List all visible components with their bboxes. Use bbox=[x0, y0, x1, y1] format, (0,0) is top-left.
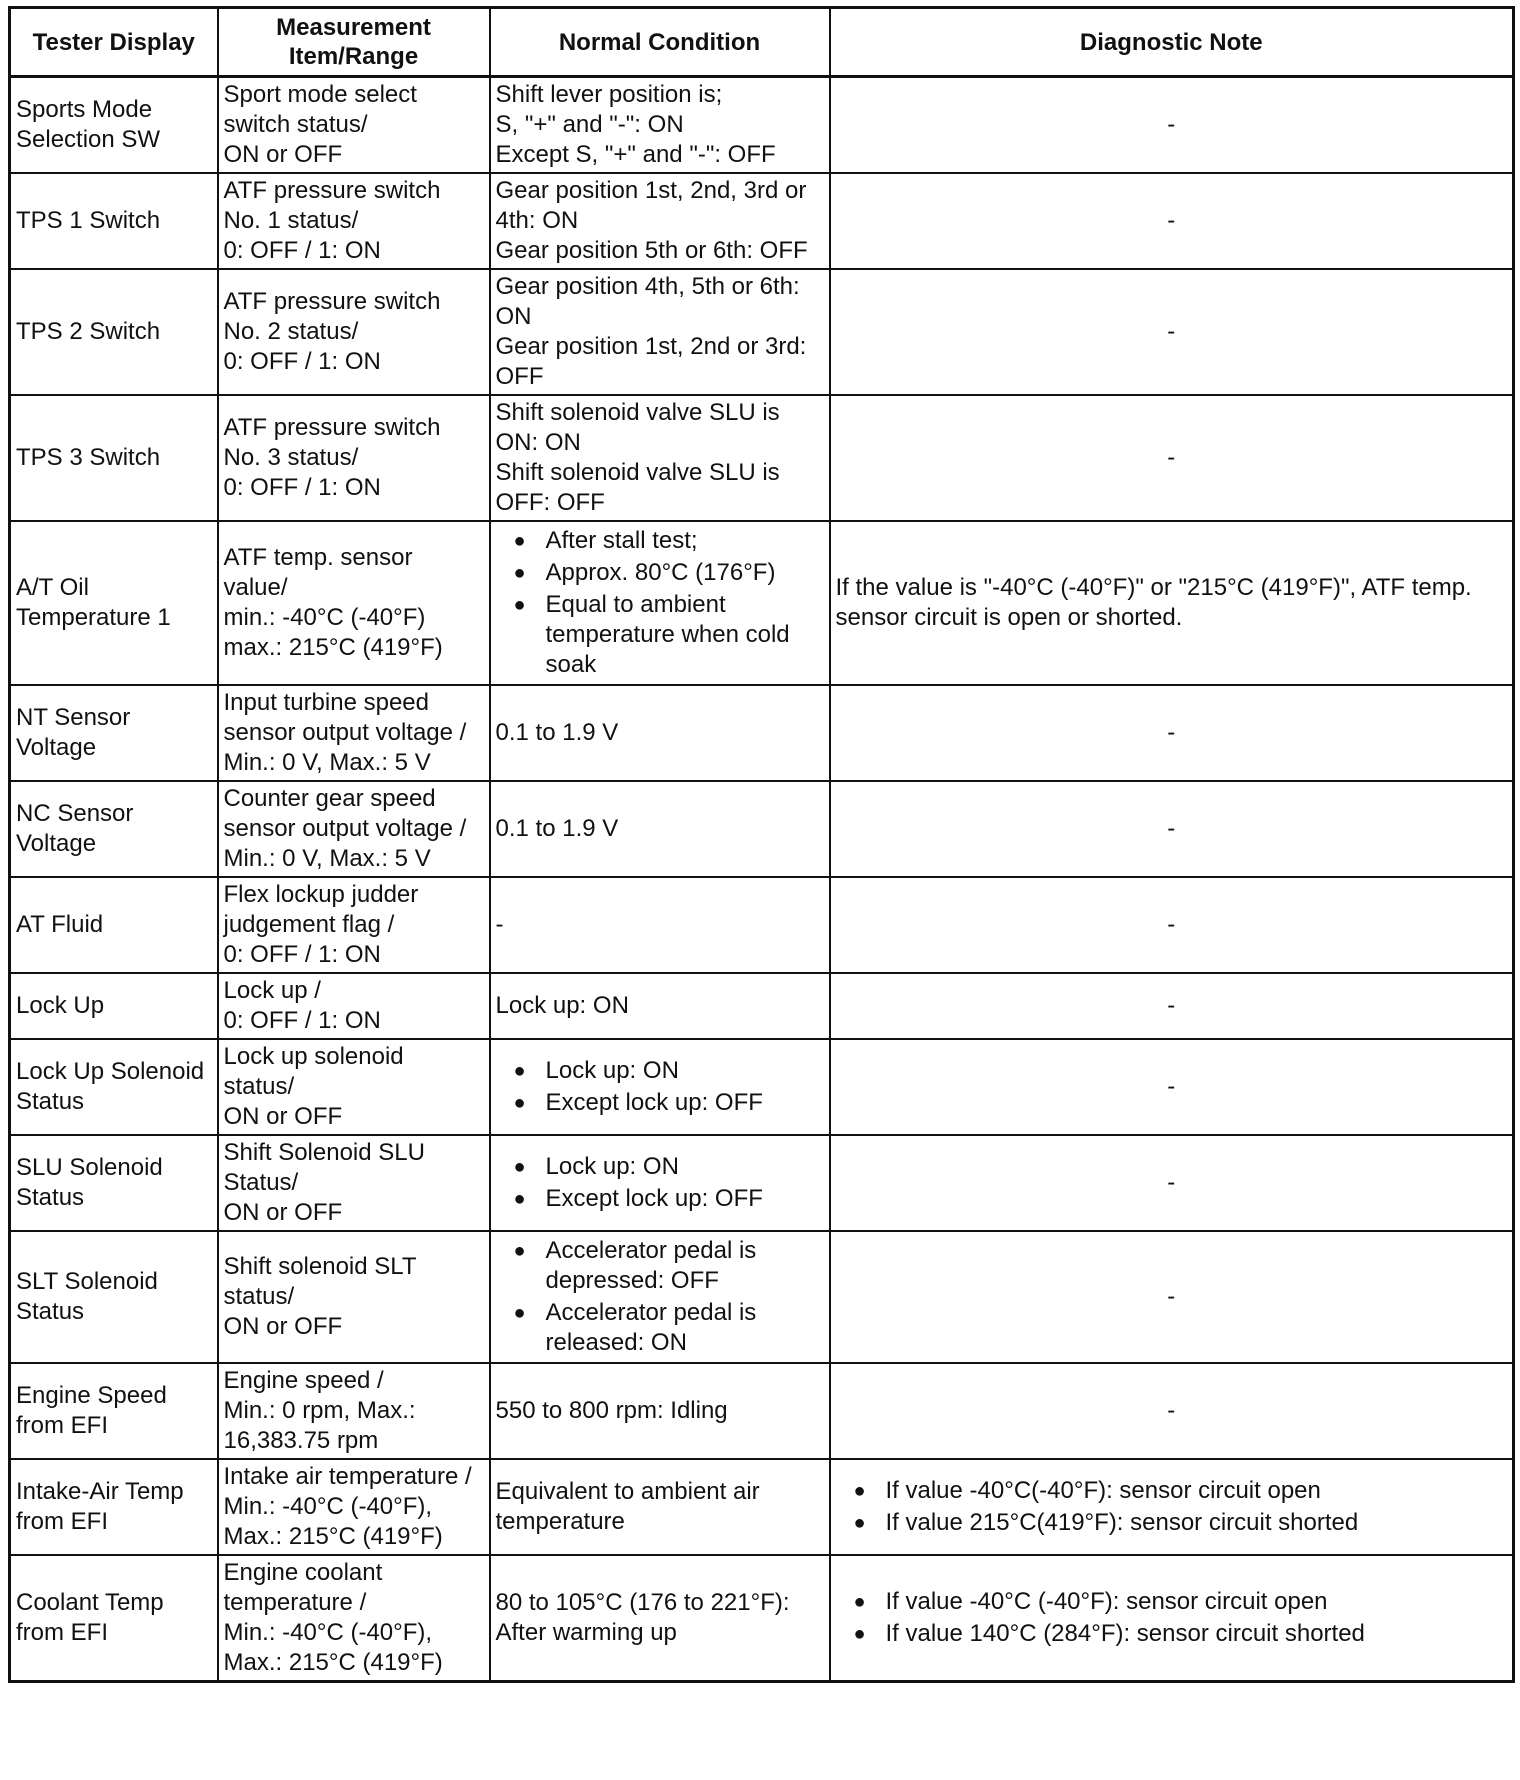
tester-display-cell: TPS 1 Switch bbox=[10, 173, 218, 269]
table-row bbox=[10, 269, 1514, 395]
normal-condition-list bbox=[496, 1152, 824, 1214]
diagnostic-note-cell: - bbox=[830, 77, 1514, 174]
tester-display-cell: TPS 3 Switch bbox=[10, 395, 218, 521]
header-normal-condition: Normal Condition bbox=[490, 8, 830, 77]
bullet-item: ● If value 140°C (284°F): sensor circuit shorted bbox=[836, 1619, 1508, 1649]
normal-condition-list bbox=[496, 526, 824, 680]
normal-condition-cell: Gear position 1st, 2nd, 3rd or 4th: ON Gear position 5th or 6th: OFF bbox=[490, 173, 830, 269]
table-row bbox=[10, 1363, 1514, 1459]
diagnostic-note-cell: If the value is "-40°C (-40°F)" or "215°C (419°F)", ATF temp. sensor circuit is open or shorted. bbox=[830, 521, 1514, 685]
normal-condition-cell bbox=[490, 1135, 830, 1231]
diagnostic-note-cell: - bbox=[830, 1231, 1514, 1363]
bullet-item: ● Lock up: ON bbox=[496, 1056, 824, 1086]
measurement-cell: Lock up / 0: OFF / 1: ON bbox=[218, 973, 490, 1039]
diagnostic-note-cell: - bbox=[830, 1135, 1514, 1231]
data-list-table bbox=[8, 6, 1515, 1683]
tester-display-cell: A/T Oil Temperature 1 bbox=[10, 521, 218, 685]
measurement-cell: Input turbine speed sensor output voltage / Min.: 0 V, Max.: 5 V bbox=[218, 685, 490, 781]
bullet-item: ● After stall test; bbox=[496, 526, 824, 556]
normal-condition-list bbox=[496, 1056, 824, 1118]
tester-display-cell: Engine Speed from EFI bbox=[10, 1363, 218, 1459]
measurement-cell: Intake air temperature / Min.: -40°C (-40°F), Max.: 215°C (419°F) bbox=[218, 1459, 490, 1555]
table-row bbox=[10, 1459, 1514, 1555]
header-tester-display: Tester Display bbox=[10, 8, 218, 77]
data-list-sheet bbox=[8, 6, 1512, 1683]
bullet-item: ● Approx. 80°C (176°F) bbox=[496, 558, 824, 588]
tester-display-cell: AT Fluid bbox=[10, 877, 218, 973]
measurement-cell: Engine coolant temperature / Min.: -40°C (-40°F), Max.: 215°C (419°F) bbox=[218, 1555, 490, 1682]
diagnostic-note-cell: - bbox=[830, 877, 1514, 973]
tester-display-cell: NT Sensor Voltage bbox=[10, 685, 218, 781]
tester-display-cell: NC Sensor Voltage bbox=[10, 781, 218, 877]
table-row bbox=[10, 173, 1514, 269]
table-row bbox=[10, 973, 1514, 1039]
table-row bbox=[10, 395, 1514, 521]
bullet-item: ● Lock up: ON bbox=[496, 1152, 824, 1182]
bullet-item: ● If value -40°C(-40°F): sensor circuit open bbox=[836, 1476, 1508, 1506]
diagnostic-note-cell: - bbox=[830, 395, 1514, 521]
measurement-cell: Engine speed / Min.: 0 rpm, Max.: 16,383.75 rpm bbox=[218, 1363, 490, 1459]
normal-condition-cell: Shift solenoid valve SLU is ON: ON Shift solenoid valve SLU is OFF: OFF bbox=[490, 395, 830, 521]
measurement-cell: ATF temp. sensor value/ min.: -40°C (-40°F) max.: 215°C (419°F) bbox=[218, 521, 490, 685]
measurement-cell: Shift solenoid SLT status/ ON or OFF bbox=[218, 1231, 490, 1363]
diagnostic-note-list bbox=[836, 1587, 1508, 1649]
bullet-item: ● If value 215°C(419°F): sensor circuit shorted bbox=[836, 1508, 1508, 1538]
bullet-item: ● Except lock up: OFF bbox=[496, 1184, 824, 1214]
table-row bbox=[10, 685, 1514, 781]
tester-display-cell: TPS 2 Switch bbox=[10, 269, 218, 395]
measurement-cell: ATF pressure switch No. 3 status/ 0: OFF / 1: ON bbox=[218, 395, 490, 521]
normal-condition-cell bbox=[490, 521, 830, 685]
header-measurement: Measurement Item/Range bbox=[218, 8, 490, 77]
bullet-item: ● Accelerator pedal is released: ON bbox=[496, 1298, 824, 1358]
table-row bbox=[10, 1039, 1514, 1135]
normal-condition-cell: - bbox=[490, 877, 830, 973]
diagnostic-note-cell: - bbox=[830, 685, 1514, 781]
tester-display-cell: SLU Solenoid Status bbox=[10, 1135, 218, 1231]
normal-condition-cell: 80 to 105°C (176 to 221°F): After warming up bbox=[490, 1555, 830, 1682]
bullet-item: ● Accelerator pedal is depressed: OFF bbox=[496, 1236, 824, 1296]
bullet-item: ● If value -40°C (-40°F): sensor circuit open bbox=[836, 1587, 1508, 1617]
table-row bbox=[10, 781, 1514, 877]
normal-condition-cell bbox=[490, 1039, 830, 1135]
table-row bbox=[10, 77, 1514, 174]
header-diagnostic-note: Diagnostic Note bbox=[830, 8, 1514, 77]
normal-condition-cell: Lock up: ON bbox=[490, 973, 830, 1039]
measurement-cell: ATF pressure switch No. 2 status/ 0: OFF / 1: ON bbox=[218, 269, 490, 395]
measurement-cell: Shift Solenoid SLU Status/ ON or OFF bbox=[218, 1135, 490, 1231]
table-row bbox=[10, 1135, 1514, 1231]
measurement-cell: Counter gear speed sensor output voltage / Min.: 0 V, Max.: 5 V bbox=[218, 781, 490, 877]
bullet-item: ● Except lock up: OFF bbox=[496, 1088, 824, 1118]
diagnostic-note-cell: - bbox=[830, 269, 1514, 395]
normal-condition-cell: 0.1 to 1.9 V bbox=[490, 685, 830, 781]
diagnostic-note-list bbox=[836, 1476, 1508, 1538]
tester-display-cell: Coolant Temp from EFI bbox=[10, 1555, 218, 1682]
diagnostic-note-cell bbox=[830, 1459, 1514, 1555]
measurement-cell: ATF pressure switch No. 1 status/ 0: OFF / 1: ON bbox=[218, 173, 490, 269]
measurement-cell: Flex lockup judder judgement flag / 0: OFF / 1: ON bbox=[218, 877, 490, 973]
normal-condition-cell: 550 to 800 rpm: Idling bbox=[490, 1363, 830, 1459]
normal-condition-cell: 0.1 to 1.9 V bbox=[490, 781, 830, 877]
header-row bbox=[10, 8, 1514, 77]
tester-display-cell: Intake-Air Temp from EFI bbox=[10, 1459, 218, 1555]
bullet-item: ● Equal to ambient temperature when cold soak bbox=[496, 590, 824, 680]
normal-condition-cell bbox=[490, 1231, 830, 1363]
tester-display-cell: Lock Up Solenoid Status bbox=[10, 1039, 218, 1135]
diagnostic-note-cell: - bbox=[830, 1039, 1514, 1135]
normal-condition-cell: Shift lever position is; S, "+" and "-": ON Except S, "+" and "-": OFF bbox=[490, 77, 830, 174]
table-row bbox=[10, 877, 1514, 973]
measurement-cell: Lock up solenoid status/ ON or OFF bbox=[218, 1039, 490, 1135]
tester-display-cell: Sports Mode Selection SW bbox=[10, 77, 218, 174]
normal-condition-cell: Gear position 4th, 5th or 6th: ON Gear position 1st, 2nd or 3rd: OFF bbox=[490, 269, 830, 395]
normal-condition-cell: Equivalent to ambient air temperature bbox=[490, 1459, 830, 1555]
diagnostic-note-cell: - bbox=[830, 973, 1514, 1039]
tester-display-cell: Lock Up bbox=[10, 973, 218, 1039]
table-row bbox=[10, 1555, 1514, 1682]
table-row bbox=[10, 521, 1514, 685]
diagnostic-note-cell: - bbox=[830, 1363, 1514, 1459]
tester-display-cell: SLT Solenoid Status bbox=[10, 1231, 218, 1363]
measurement-cell: Sport mode select switch status/ ON or OFF bbox=[218, 77, 490, 174]
diagnostic-note-cell: - bbox=[830, 173, 1514, 269]
table-row bbox=[10, 1231, 1514, 1363]
diagnostic-note-cell: - bbox=[830, 781, 1514, 877]
normal-condition-list bbox=[496, 1236, 824, 1358]
diagnostic-note-cell bbox=[830, 1555, 1514, 1682]
